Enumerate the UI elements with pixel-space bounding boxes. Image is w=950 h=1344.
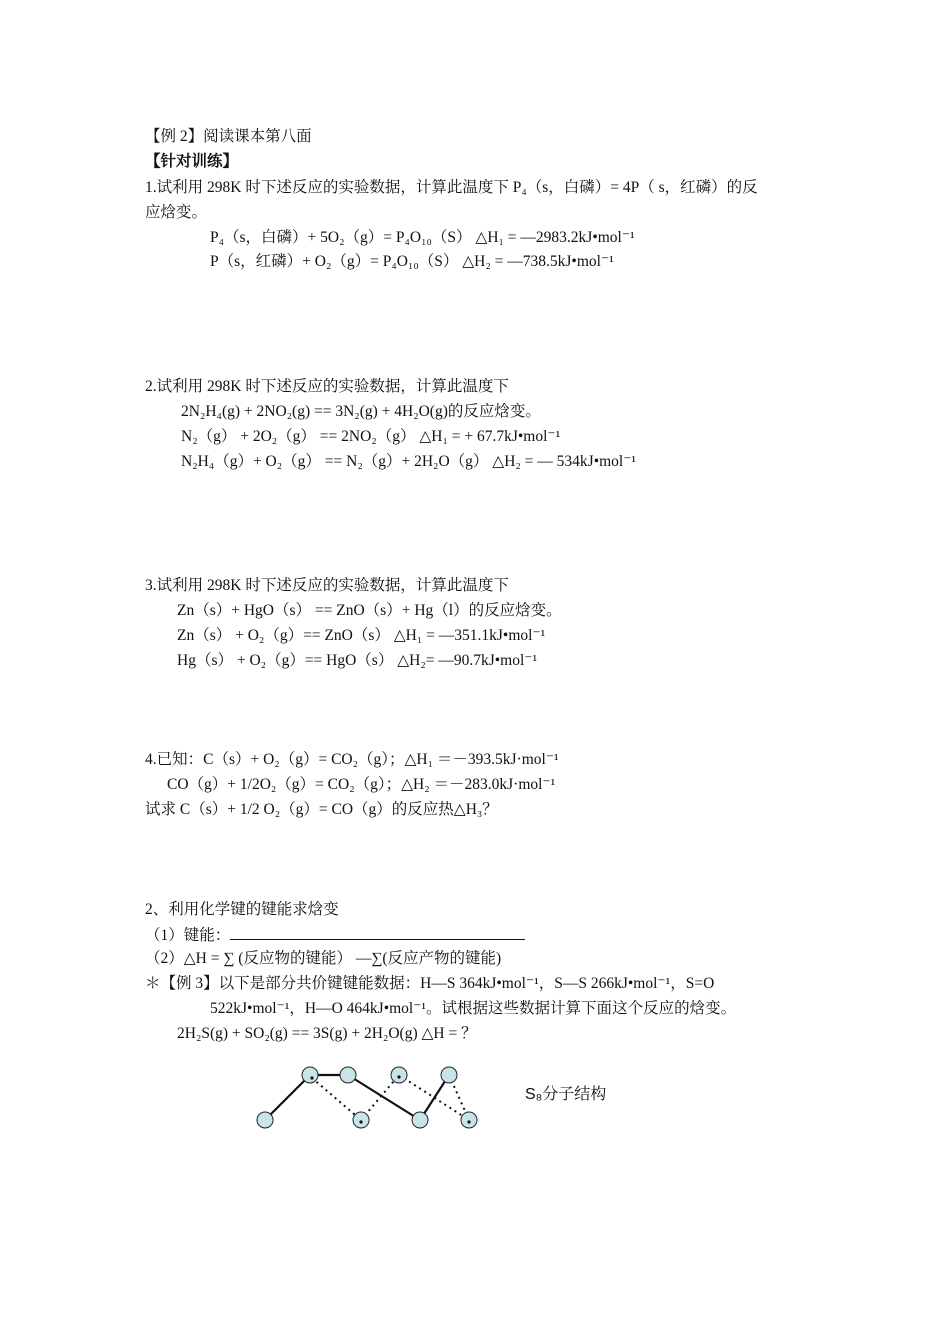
q2-target-reaction: 2N₂H₄(g) + 2NO₂(g) == 3N₂(g) + 4H₂O(g)的反应焓变。: [181, 403, 541, 420]
q1-text: 1.试利用 298K 时下述反应的实验数据，计算此温度下 P₄（s，白磷）= 4P（ s，红磷）的反: [145, 179, 758, 196]
q4-given-1: 4.已知：C（s）+ O₂（g）= CO₂（g）；△H₁ ＝－393.5kJ·mol⁻¹: [145, 751, 559, 768]
example3-text: ＊【例 3】以下是部分共价键键能数据：H—S 364kJ•mol⁻¹，S—S 266kJ•mol⁻¹，S=O: [145, 975, 715, 992]
s-atom: [391, 1067, 407, 1083]
q3-equation-1: Zn（s） + O₂（g）== ZnO（s） △H₁ = —351.1kJ•mol⁻¹: [177, 627, 546, 644]
q1-equation-2: P（s，红磷）+ O₂（g）= P₄O₁₀（S） △H₂ = —738.5kJ•mol⁻¹: [210, 253, 614, 270]
s-atom: [461, 1112, 477, 1128]
s-atom: [353, 1112, 369, 1128]
example3-reaction: 2H₂S(g) + SO₂(g) == 3S(g) + 2H₂O(g) △H = ？: [177, 1025, 477, 1042]
q4-question: 试求 C（s）+ 1/2 O₂（g）= CO（g）的反应热△H₃？: [145, 801, 498, 818]
s-atom: [412, 1112, 428, 1128]
bond-energy-label: （1）键能：: [145, 927, 231, 944]
q3-text: 3.试利用 298K 时下述反应的实验数据，计算此温度下: [145, 577, 509, 594]
figure-caption: S₈分子结构: [525, 1086, 607, 1103]
s-s-bond: [265, 1075, 310, 1120]
q3-target-reaction: Zn（s）+ HgO（s） == ZnO（s）+ Hg（l）的反应焓变。: [177, 602, 562, 619]
q2-equation-1: N₂（g） + 2O₂（g） == 2NO₂（g） △H₁ = + 67.7kJ•mol⁻¹: [181, 428, 561, 445]
bond-energy-formula: （2）△H = ∑ (反应物的键能） —∑(反应产物的键能): [145, 950, 502, 967]
q2-equation-2: N₂H₄（g）+ O₂（g） == N₂（g）+ 2H₂O（g） △H₂ = — 534kJ•mol⁻¹: [181, 453, 637, 470]
fill-in-blank[interactable]: [230, 925, 525, 940]
s8-molecule-diagram: [245, 1058, 495, 1138]
s-s-bond-back: [312, 1078, 361, 1120]
q2-text: 2.试利用 298K 时下述反应的实验数据，计算此温度下: [145, 378, 509, 395]
practice-heading: 【针对训练】: [145, 153, 239, 170]
q4-given-2: CO（g）+ 1/2O₂（g）= CO₂（g）；△H₂ ＝－283.0kJ·mol⁻¹: [167, 776, 556, 793]
example3-text-cont: 522kJ•mol⁻¹，H—O 464kJ•mol⁻¹。试根据这些数据计算下面这个反应的焓变。: [210, 1000, 737, 1017]
s-atom: [257, 1112, 273, 1128]
section-bond-energy-heading: 2、利用化学键的键能求焓变: [145, 901, 339, 918]
example2-heading: 【例 2】阅读课本第八面: [145, 128, 312, 145]
s-atom: [302, 1067, 318, 1083]
q3-equation-2: Hg（s） + O₂（g）== HgO（s） △H₂= —90.7kJ•mol⁻¹: [177, 652, 538, 669]
s-atom: [441, 1067, 457, 1083]
q1-equation-1: P₄（s，白磷）+ 5O₂（g）= P₄O₁₀（S） △H₁ = —2983.2kJ•mol⁻¹: [210, 229, 635, 246]
q1-text-cont: 应焓变。: [145, 204, 208, 221]
s-s-bond-back: [361, 1075, 399, 1120]
s-atom: [340, 1067, 356, 1083]
bond-energy-definition: [145, 925, 525, 946]
